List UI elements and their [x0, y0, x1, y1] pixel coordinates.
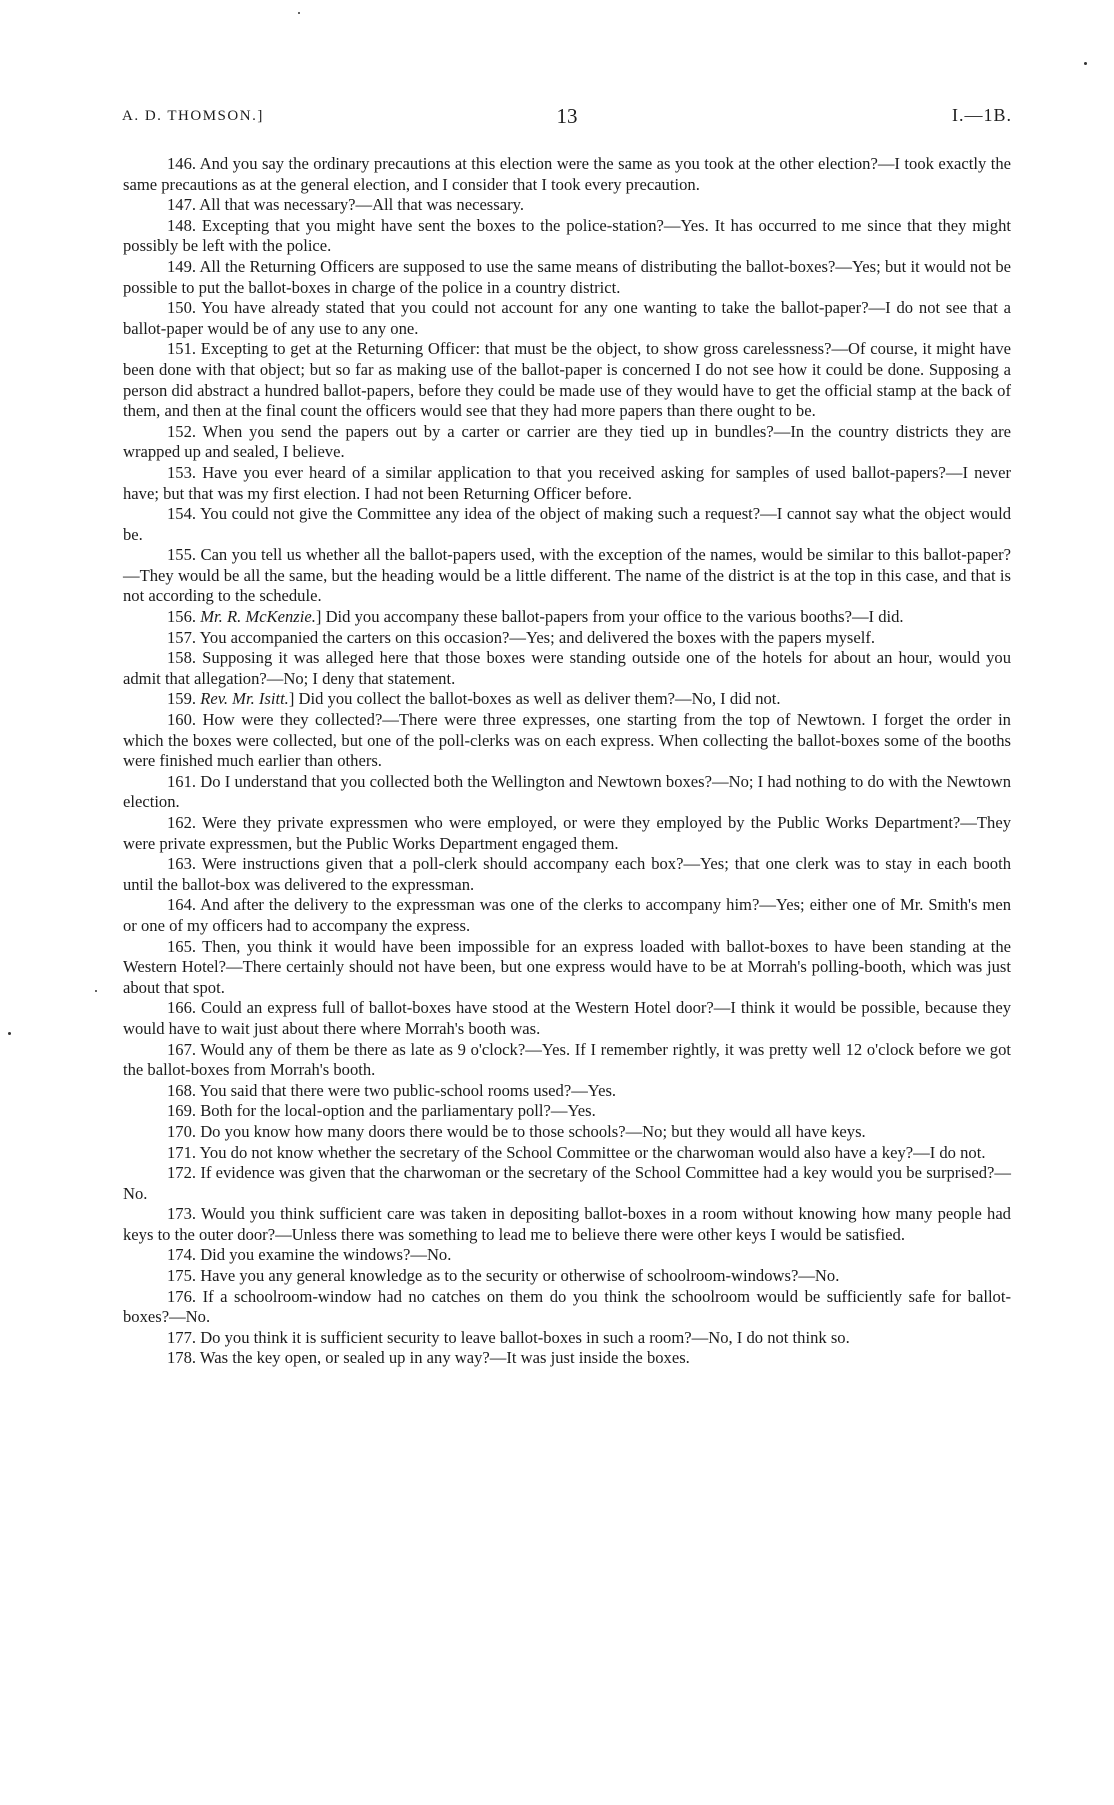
question-answer-paragraph	[123, 463, 1011, 504]
question-number: 163.	[167, 854, 197, 874]
question-answer-text: When you send the papers out by a carter or carrier are they tied up in bundles?—In the country districts they are wrapped up and sealed, I believe.	[123, 421, 1011, 462]
margin-speck	[1084, 62, 1087, 65]
running-header	[122, 104, 1012, 130]
question-answer-paragraph	[123, 772, 1011, 813]
question-number: 170.	[167, 1121, 197, 1141]
question-answer-paragraph	[123, 937, 1011, 999]
question-number: 169.	[167, 1101, 197, 1121]
question-number: 166.	[167, 998, 197, 1018]
question-number: 162.	[167, 813, 197, 832]
question-number: 174.	[167, 1245, 197, 1265]
question-number: 155.	[167, 545, 197, 565]
question-answer-text: Could an express full of ballot-boxes have stood at the Western Hotel door?—I think it would be possible, because they would have to wait just about there where Morrah's booth was.	[123, 998, 1011, 1038]
evidence-transcript	[123, 154, 1011, 1369]
question-answer-paragraph	[123, 813, 1011, 854]
question-number: 171.	[167, 1142, 197, 1162]
question-answer-paragraph	[123, 154, 1011, 195]
question-number: 159.	[167, 689, 197, 709]
question-answer-text: Do you think it is sufficient security to leave ballot-boxes in such a room?—No, I do not think so.	[200, 1327, 850, 1347]
header-witness-name: A. D. THOMSON.]	[122, 108, 264, 124]
question-number: 154.	[167, 504, 197, 524]
question-answer-text: If a schoolroom-window had no catches on them do you think the schoolroom would be sufficiently safe for ballot-boxes?—No.	[123, 1286, 1011, 1327]
question-answer-paragraph	[123, 1163, 1011, 1204]
question-answer-text: All the Returning Officers are supposed to use the same means of distributing the ballot-boxes?—Yes; but it would not be possible to put the ballot-boxes in charge of the police in a country district.	[123, 256, 1011, 297]
question-answer-paragraph	[123, 545, 1011, 607]
question-number: 150.	[167, 298, 197, 318]
question-answer-paragraph	[123, 195, 1011, 216]
margin-speck	[298, 12, 300, 14]
question-number: 153.	[167, 462, 197, 482]
question-answer-paragraph	[123, 1328, 1011, 1349]
question-answer-paragraph	[123, 1143, 1011, 1164]
question-answer-text: Did you examine the windows?—No.	[200, 1245, 452, 1265]
question-answer-paragraph	[123, 648, 1011, 689]
question-answer-text: You do not know whether the secretary of the School Committee or the charwoman would also have a key?—I do not.	[199, 1142, 986, 1162]
question-answer-paragraph	[123, 422, 1011, 463]
question-answer-paragraph	[123, 216, 1011, 257]
question-answer-text: Both for the local-option and the parliamentary poll?—Yes.	[200, 1101, 596, 1121]
question-number: 151.	[167, 339, 197, 359]
question-number: 168.	[167, 1080, 197, 1100]
question-number: 172.	[167, 1163, 197, 1183]
question-answer-paragraph	[123, 1348, 1011, 1369]
question-answer-text: And you say the ordinary precautions at this election were the same as you took at the other election?—I took exactly the same precautions as at the general election, and I consider that I took every precaution.	[123, 154, 1012, 194]
question-number: 165.	[167, 936, 197, 956]
question-number: 146.	[167, 154, 197, 173]
question-answer-text: Were instructions given that a poll-clerk should accompany each box?—Yes; that one clerk was to stay in each booth until the ballot-box was delivered to the expressman.	[123, 854, 1011, 894]
question-answer-paragraph: 156. Mr. R. McKenzie.] Did you accompany these ballot-papers from your office to the various booths?—I did.	[167, 607, 904, 627]
question-number: 149.	[167, 256, 197, 276]
question-answer-text: Did you collect the ballot-boxes as well as deliver them?—No, I did not.	[298, 689, 781, 709]
question-answer-text: Would any of them be there as late as 9 o'clock?—Yes. If I remember rightly, it was pretty well 12 o'clock before we got the ballot-boxes from Morrah's booth.	[123, 1039, 1011, 1080]
question-number: 167.	[167, 1039, 197, 1059]
question-answer-paragraph	[123, 1122, 1011, 1143]
question-number: 147.	[167, 195, 197, 215]
question-answer-text: You accompanied the carters on this occasion?—Yes; and delivered the boxes with the papers myself.	[199, 627, 876, 647]
question-answer-text: You said that there were two public-school rooms used?—Yes.	[199, 1080, 617, 1100]
question-number: 178.	[167, 1348, 197, 1368]
question-answer-paragraph	[123, 895, 1011, 936]
question-answer-paragraph	[123, 257, 1011, 298]
question-answer-text: Excepting to get at the Returning Officer: that must be the object, to show gross carelessness?—Of course, it might have been done with that object; but so far as making use of the ballot-paper is concerned I do not see how it could be done. Supposing a person did abstract a hundred ballot-papers, before they could be made use of they would have to get the official stamp at the back of them, and then at the final count the officers would see that they had more papers than there ought to be.	[123, 339, 1011, 421]
question-answer-paragraph	[123, 1287, 1011, 1328]
margin-speck	[95, 990, 97, 992]
question-answer-paragraph: 159. Rev. Mr. Isitt.] Did you collect the ballot-boxes as well as deliver them?—No, I did not.	[167, 689, 781, 709]
question-answer-paragraph	[123, 1266, 1011, 1287]
question-answer-paragraph	[123, 710, 1011, 772]
question-answer-text: If evidence was given that the charwoman or the secretary of the School Committee had a key would you be surprised?—No.	[123, 1163, 1011, 1203]
speaker-name: Rev. Mr. Isitt.	[200, 689, 289, 709]
question-answer-paragraph	[123, 1204, 1011, 1245]
question-answer-text: Do I understand that you collected both the Wellington and Newtown boxes?—No; I had nothing to do with the Newtown election.	[123, 771, 1011, 812]
speaker-name: Mr. R. McKenzie.	[200, 607, 316, 627]
question-answer-text: Would you think sufficient care was taken in depositing ballot-boxes in a room without knowing how many people had keys to the outer door?—Unless there was something to lead me to believe there were other keys I would be satisfied.	[123, 1204, 1011, 1244]
question-number: 177.	[167, 1327, 197, 1347]
margin-speck	[8, 1032, 11, 1035]
question-answer-text: Then, you think it would have been impossible for an express loaded with ballot-boxes to have been standing at the Western Hotel?—There certainly should not have been, but one express would have to be at Morrah's polling-booth, which was just about that spot.	[123, 936, 1011, 997]
question-answer-text: Can you tell us whether all the ballot-papers used, with the exception of the names, would be similar to this ballot-paper?—They would be all the same, but the heading would be a little different. The name of the district is at the top in this case, and that is not according to the schedule.	[123, 545, 1011, 606]
question-answer-text: You could not give the Committee any idea of the object of making such a request?—I cannot say what the object would be.	[123, 504, 1011, 544]
question-answer-paragraph	[123, 1245, 1011, 1266]
question-answer-paragraph	[123, 854, 1011, 895]
question-answer-text: Have you ever heard of a similar application to that you received asking for samples of used ballot-papers?—I never have; but that was my first election. I had not been Returning Officer before.	[123, 462, 1011, 503]
question-answer-text: How were they collected?—There were three expresses, one starting from the top of Newtown. I forget the order in which the boxes were collected, but one of the poll-clerks was on each express. When collecting the ballot-boxes some of the booths were finished much earlier than others.	[123, 710, 1011, 771]
question-answer-text: Have you any general knowledge as to the security or otherwise of schoolroom-windows?—No.	[200, 1266, 840, 1286]
question-answer-text: Were they private expressmen who were employed, or were they employed by the Public Works Department?—They were private expressmen, but the Public Works Department engaged them.	[123, 813, 1011, 853]
question-number: 160.	[167, 710, 197, 730]
question-answer-text: All that was necessary?—All that was necessary.	[199, 195, 524, 215]
question-number: 173.	[167, 1204, 197, 1224]
question-answer-paragraph	[123, 1101, 1011, 1122]
question-answer-text: Excepting that you might have sent the boxes to the police-station?—Yes. It has occurred to me since that they might possibly be left with the police.	[123, 215, 1011, 256]
question-answer-paragraph	[123, 1040, 1011, 1081]
question-number: 148.	[167, 215, 197, 235]
question-answer-paragraph	[123, 504, 1011, 545]
question-answer-paragraph	[123, 1081, 1011, 1102]
question-number: 161.	[167, 771, 197, 791]
question-answer-paragraph	[123, 339, 1011, 421]
question-number: 156.	[167, 607, 197, 627]
question-answer-paragraph	[123, 998, 1011, 1039]
question-number: 158.	[167, 648, 197, 668]
question-answer-text: Supposing it was alleged here that those boxes were standing outside one of the hotels for about an hour, would you admit that allegation?—No; I deny that statement.	[123, 648, 1011, 688]
question-answer-text: Did you accompany these ballot-papers from your office to the various booths?—I did.	[325, 607, 904, 627]
question-number: 175.	[167, 1266, 197, 1286]
question-answer-text: And after the delivery to the expressman was one of the clerks to accompany him?—Yes; either one of Mr. Smith's men or one of my officers had to accompany the express.	[123, 895, 1011, 935]
question-answer-text: Do you know how many doors there would be to those schools?—No; but they would all have keys.	[200, 1121, 866, 1141]
page-number: 13	[556, 104, 578, 128]
question-answer-paragraph	[123, 628, 1011, 649]
question-answer-text: Was the key open, or sealed up in any way?—It was just inside the boxes.	[199, 1348, 690, 1368]
question-number: 152.	[167, 421, 197, 441]
question-number: 164.	[167, 895, 197, 915]
question-number: 176.	[167, 1286, 197, 1306]
question-answer-paragraph	[123, 298, 1011, 339]
question-number: 157.	[167, 627, 197, 647]
question-answer-text: You have already stated that you could not account for any one wanting to take the ballot-paper?—I do not see that a ballot-paper would be of any use to any one.	[123, 298, 1011, 338]
header-paper-reference: I.—1B.	[952, 105, 1012, 125]
